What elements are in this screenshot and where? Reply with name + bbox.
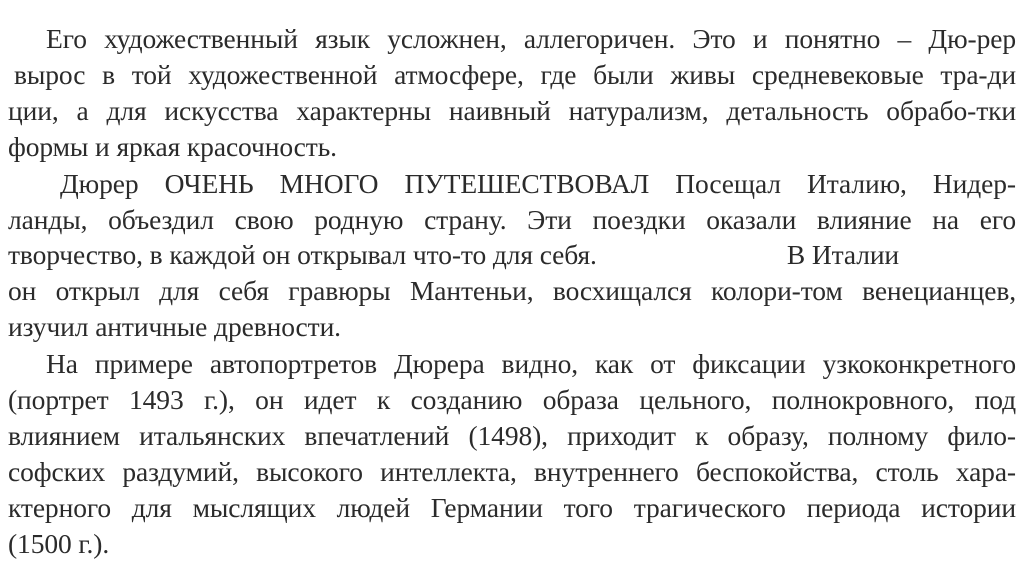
text-line: изучил античные древности. <box>8 311 341 342</box>
text-line: На примере автопортретов Дюрера видно, как от фиксации узкоконкретного <box>46 348 1016 379</box>
text-line: ктерного для мыслящих людей Германии того трагического периода истории <box>8 492 1016 523</box>
text-segment: В Италии <box>786 239 900 270</box>
text-line: Дюрер ОЧЕНЬ МНОГО ПУТЕШЕСТВОВАЛ Посещал Италию, Нидер- <box>60 168 1016 199</box>
text-line: он открыл для себя гравюры Мантеньи, восхищался колори-том венецианцев, <box>8 275 1016 306</box>
text-line: (1500 г.). <box>8 528 110 559</box>
text-line: софских раздумий, высокого интеллекта, внутреннего беспокойства, столь хара- <box>8 456 1016 487</box>
text-line: ции, а для искусства характерны наивный натурализм, детальность обрабо-тки <box>8 95 1016 126</box>
text-line: формы и яркая красочность. <box>8 131 337 162</box>
text-line: (портрет 1493 г.), он идет к созданию образа цельного, полнокровного, под <box>8 384 1016 415</box>
text-line: ланды, объездил свою родную страну. Эти поездки оказали влияние на его <box>8 204 1016 235</box>
text-line <box>8 237 1016 273</box>
text-line: вырос в той художественной атмосфере, где были живы средневековые тра-ди <box>14 59 1016 90</box>
text-segment: творчество, в каждой он открывал что-то для себя. <box>8 239 597 270</box>
text-line: Его художественный язык усложнен, аллегоричен. Это и понятно – Дю-рер <box>46 23 1016 54</box>
text-line: влиянием итальянских впечатлений (1498), приходит к образу, полному фило- <box>8 420 1016 451</box>
